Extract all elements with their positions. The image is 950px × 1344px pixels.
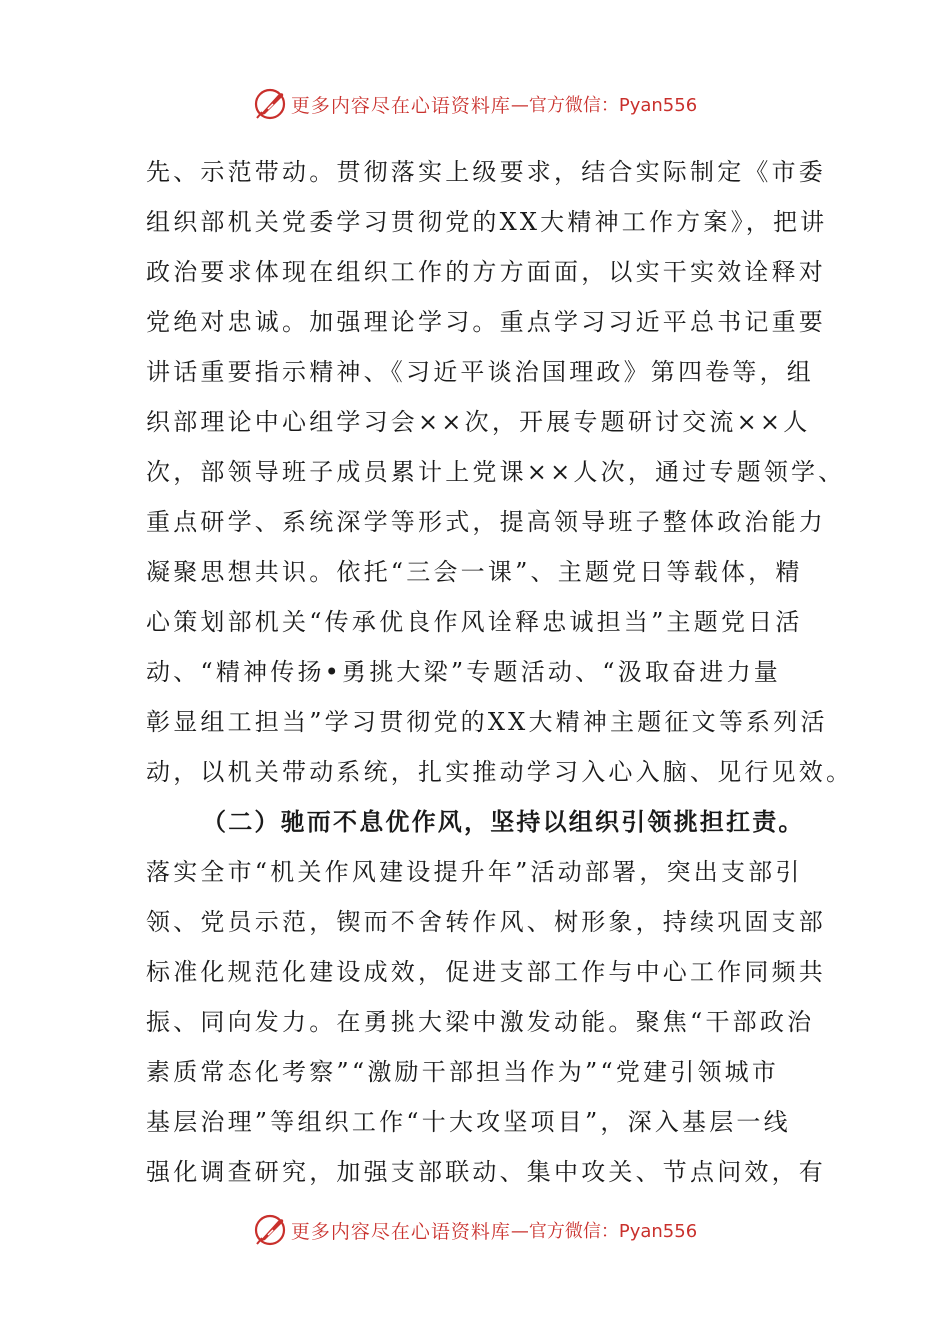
text-line: 党绝对忠诚。加强理论学习。重点学习习近平总书记重要: [146, 308, 826, 336]
text-line: 落实全市“机关作风建设提升年”活动部署，突出支部引: [146, 858, 803, 886]
text-line: 振、同向发力。在勇挑大梁中激发动能。聚焦“干部政治: [146, 1008, 815, 1036]
section-heading: （二）驰而不息优作风，坚持以组织引领挑担扛责。: [202, 807, 805, 836]
document-body: [146, 147, 854, 1197]
footer-banner: [0, 1210, 950, 1250]
text-line: 动、“精神传扬•勇挑大梁”专题活动、“汲取奋进力量: [146, 658, 781, 686]
text-line: 动，以机关带动系统，扎实推动学习入心入脑、见行见效。: [146, 758, 854, 786]
quill-logo-icon: [253, 87, 287, 121]
text-line: 凝聚思想共识。依托“三会一课”、主题党日等载体，精: [146, 558, 803, 586]
text-line: 标准化规范化建设成效，促进支部工作与中心工作同频共: [146, 958, 826, 986]
banner-wechat-text: —官方微信：Pyan556: [510, 1221, 698, 1242]
text-line: 先、示范带动。贯彻落实上级要求，结合实际制定《市委: [146, 158, 826, 186]
banner-site-text: 更多内容尽在心语资料库: [290, 94, 511, 117]
text-line: 基层治理”等组织工作“十大攻坚项目”，深入基层一线: [146, 1108, 791, 1136]
text-line: 心策划部机关“传承优良作风诠释忠诚担当”主题党日活: [146, 608, 803, 636]
text-line: 素质常态化考察”“激励干部担当作为”“党建引领城市: [146, 1058, 780, 1086]
banner-site-text: 更多内容尽在心语资料库: [290, 1220, 511, 1243]
text-line: 次，部领导班子成员累计上党课××人次，通过专题领学、: [146, 458, 846, 486]
text-line: 彰显组工担当”学习贯彻党的XX大精神主题征文等系列活: [146, 708, 828, 736]
text-line: 织部理论中心组学习会××次，开展专题研讨交流××人: [146, 408, 811, 436]
text-line: 领、党员示范，锲而不舍转作风、树形象，持续巩固支部: [146, 908, 826, 936]
text-line: 讲话重要指示精神、《习近平谈治国理政》第四卷等，组: [146, 358, 814, 386]
quill-logo-icon: [253, 1213, 287, 1247]
banner-wechat-text: —官方微信：Pyan556: [510, 95, 698, 116]
header-banner: [0, 84, 950, 124]
text-line: 强化调查研究，加强支部联动、集中攻关、节点问效，有: [146, 1158, 826, 1186]
text-line: 组织部机关党委学习贯彻党的XX大精神工作方案》，把讲: [146, 208, 828, 236]
text-line: 政治要求体现在组织工作的方方面面，以实干实效诠释对: [146, 258, 826, 286]
text-line: 重点研学、系统深学等形式，提高领导班子整体政治能力: [146, 508, 826, 536]
